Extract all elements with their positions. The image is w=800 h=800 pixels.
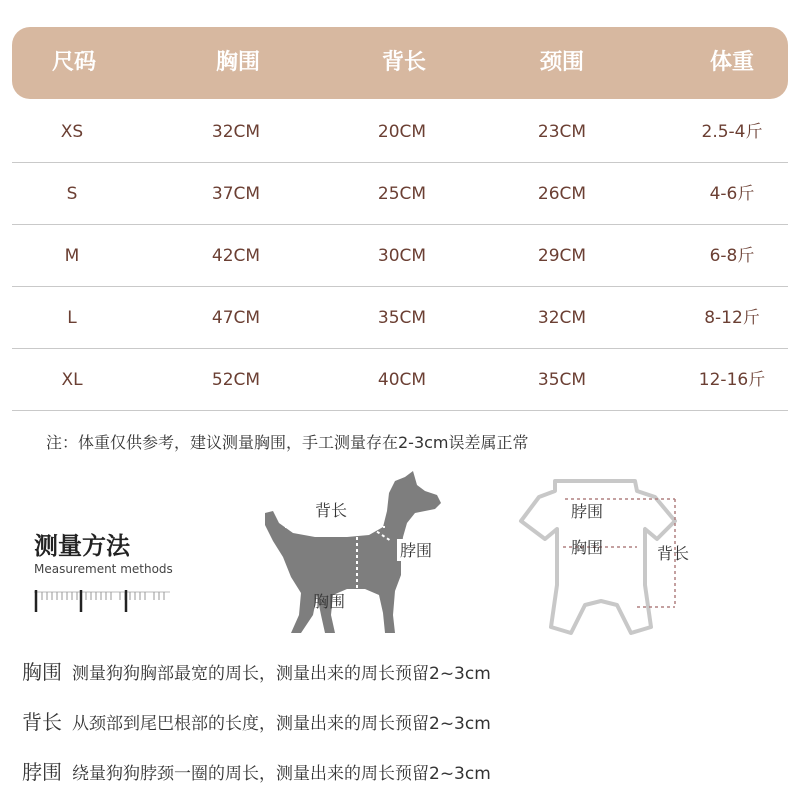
cell-back-length: 40CM — [377, 370, 427, 390]
cell-weight: 2.5-4斤 — [701, 122, 763, 142]
size-table-header — [12, 27, 788, 99]
header-size: 尺码 — [51, 50, 97, 75]
header-weight: 体重 — [709, 50, 755, 75]
description-term: 背长 — [22, 710, 62, 734]
ruler-icon — [34, 584, 170, 616]
cell-size: M — [64, 246, 80, 266]
header-back-length: 背长 — [381, 50, 427, 75]
description-text: 从颈部到尾巴根部的长度，测量出来的周长预留2~3cm — [72, 714, 491, 734]
shirt-chest-label: 胸围 — [571, 538, 604, 557]
table-row — [12, 287, 788, 349]
description-term: 胸围 — [22, 660, 62, 684]
shirt-neck-label: 脖围 — [571, 502, 604, 521]
header-neck: 颈围 — [539, 50, 585, 75]
cell-back-length: 20CM — [377, 122, 427, 142]
description-term: 脖围 — [22, 760, 62, 784]
shirt-measurement-diagram — [505, 475, 715, 645]
cell-chest: 32CM — [211, 122, 261, 142]
cell-chest: 42CM — [211, 246, 261, 266]
dog-chest-label: 胸围 — [313, 592, 346, 611]
dog-back-label: 背长 — [315, 501, 348, 520]
table-row — [12, 163, 788, 225]
cell-back-length: 30CM — [377, 246, 427, 266]
cell-weight: 6-8斤 — [709, 246, 755, 266]
measurement-note: 注：体重仅供参考，建议测量胸围，手工测量存在2-3cm误差属正常 — [46, 433, 529, 452]
method-subtitle: Measurement methods — [34, 562, 173, 576]
table-row — [12, 101, 788, 163]
cell-weight: 8-12斤 — [704, 308, 760, 328]
description-text: 绕量狗狗脖颈一圈的周长，测量出来的周长预留2~3cm — [72, 764, 491, 784]
cell-neck: 29CM — [537, 246, 587, 266]
cell-neck: 35CM — [537, 370, 587, 390]
description-chest — [22, 656, 491, 685]
cell-neck: 23CM — [537, 122, 587, 142]
header-chest: 胸围 — [215, 50, 261, 75]
dog-measurement-diagram — [255, 465, 455, 645]
cell-size: S — [66, 184, 78, 204]
cell-chest: 47CM — [211, 308, 261, 328]
cell-chest: 52CM — [211, 370, 261, 390]
cell-neck: 32CM — [537, 308, 587, 328]
description-text: 测量狗狗胸部最宽的周长，测量出来的周长预留2~3cm — [72, 664, 491, 684]
dog-neck-label: 脖围 — [400, 541, 433, 560]
cell-weight: 12-16斤 — [698, 370, 766, 390]
method-title: 测量方法 — [34, 532, 130, 560]
cell-back-length: 25CM — [377, 184, 427, 204]
cell-back-length: 35CM — [377, 308, 427, 328]
cell-chest: 37CM — [211, 184, 261, 204]
cell-weight: 4-6斤 — [709, 184, 755, 204]
table-row — [12, 349, 788, 411]
shirt-back-label: 背长 — [657, 544, 690, 563]
table-row — [12, 225, 788, 287]
cell-neck: 26CM — [537, 184, 587, 204]
cell-size: XS — [60, 122, 84, 142]
description-neck — [22, 756, 491, 785]
description-back-length — [22, 706, 491, 735]
cell-size: L — [67, 308, 77, 328]
cell-size: XL — [61, 370, 83, 390]
